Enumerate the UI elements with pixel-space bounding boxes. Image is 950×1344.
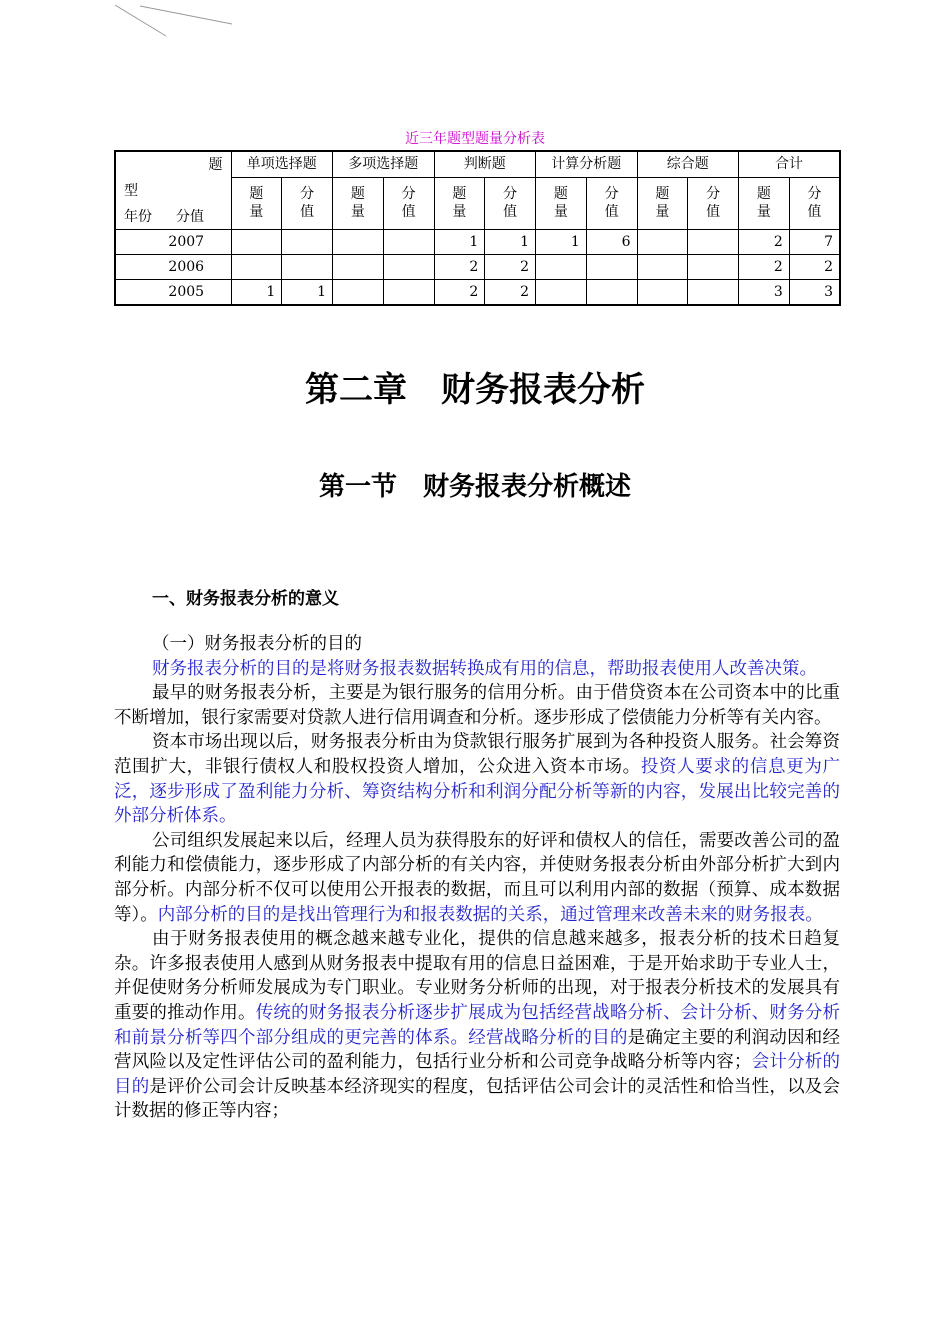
group-header: 单项选择题 <box>231 151 333 177</box>
subheader-score: 分 值 <box>688 177 739 229</box>
chapter-title: 第二章 财务报表分析 <box>305 370 645 410</box>
cell <box>333 229 384 254</box>
cell: 3 <box>739 279 790 305</box>
cell <box>282 229 333 254</box>
table-row <box>115 229 840 254</box>
subheader-count: 题 量 <box>637 177 688 229</box>
cell <box>333 254 384 279</box>
subsection-title: 一、财务报表分析的意义 <box>152 589 339 609</box>
row-year: 2006 <box>115 254 231 279</box>
group-header: 综合题 <box>637 151 739 177</box>
cell: 2 <box>485 279 536 305</box>
section-title: 第一节 财务报表分析概述 <box>318 472 631 502</box>
cell <box>688 229 739 254</box>
paragraph-4: 公司组织发展起来以后，经理人员为获得股东的好评和债权人的信任，需要改善公司的盈利能力和偿债能力，逐步形成了内部分析的有关内容，并使财务报表分析由外部分析扩大到内部分析。内部分析不仅可以使用公开报表的数据，而且可以利用内部的数据（预算、成本数据等）。内部分析的目的是找出管理行为和报表数据的关系，通过管理来改善未来的财务报表。 <box>114 830 840 925</box>
corner-label-mid: 型 <box>124 183 138 199</box>
cell <box>383 254 434 279</box>
cell: 6 <box>586 229 637 254</box>
row-year: 2007 <box>115 229 231 254</box>
body-text <box>114 632 840 1124</box>
table-row <box>115 279 840 305</box>
cell: 1 <box>485 229 536 254</box>
cell: 2 <box>434 254 485 279</box>
subheader-count: 题 量 <box>434 177 485 229</box>
cell <box>637 229 688 254</box>
cell <box>282 254 333 279</box>
cell <box>231 229 282 254</box>
cell: 3 <box>789 279 840 305</box>
paragraph-1: 财务报表分析的目的是将财务报表数据转换成有用的信息，帮助报表使用人改善决策。 <box>152 658 817 679</box>
corner-fold-mark <box>0 0 240 50</box>
row-year: 2005 <box>115 279 231 305</box>
cell <box>231 254 282 279</box>
cell <box>586 279 637 305</box>
cell: 2 <box>434 279 485 305</box>
cell: 1 <box>282 279 333 305</box>
subheader-count: 题 量 <box>333 177 384 229</box>
corner-label-score: 分值 <box>176 209 204 225</box>
cell: 2 <box>789 254 840 279</box>
cell <box>383 229 434 254</box>
group-header: 判断题 <box>434 151 536 177</box>
paragraph-5: 由于财务报表使用的概念越来越专业化，提供的信息越来越多，报表分析的技术日趋复杂。许多报表使用人感到从财务报表中提取有用的信息日益困难，于是开始求助于专业人士，并促使财务分析师发展成为专门职业。专业财务分析师的出现，对于报表分析技术的发展具有重要的推动作用。传统的财务报表分析逐步扩展成为包括经营战略分析、会计分析、财务分析和前景分析等四个部分组成的更完善的体系。经营战略分析的目的是确定主要的利润动因和经营风险以及定性评估公司的盈利能力，包括行业分析和公司竞争战略分析等内容；会计分析的目的是评价公司会计反映基本经济现实的程度，包括评估公司会计的灵活性和恰当性，以及会计数据的修正等内容； <box>114 929 841 1122</box>
group-header: 计算分析题 <box>536 151 638 177</box>
cell: 1 <box>231 279 282 305</box>
subheader-score: 分 值 <box>586 177 637 229</box>
corner-label-year: 年份 <box>124 209 152 225</box>
cell <box>688 279 739 305</box>
cell <box>688 254 739 279</box>
cell: 2 <box>485 254 536 279</box>
purpose-heading: （一）财务报表分析的目的 <box>152 634 362 654</box>
cell: 2 <box>739 254 790 279</box>
subheader-count: 题 量 <box>536 177 587 229</box>
paragraph-2: 最早的财务报表分析，主要是为银行服务的信用分析。由于借贷资本在公司资本中的比重不断增加，银行家需要对贷款人进行信用调查和分析。逐步形成了偿债能力分析等有关内容。 <box>114 683 840 728</box>
subheader-count: 题 量 <box>231 177 282 229</box>
subheader-count: 题 量 <box>739 177 790 229</box>
question-stats-table <box>114 150 841 306</box>
table-caption: 近三年题型题量分析表 <box>405 131 545 147</box>
cell <box>536 279 587 305</box>
table-header-row <box>115 151 840 177</box>
group-header: 多项选择题 <box>333 151 435 177</box>
group-header: 合计 <box>739 151 841 177</box>
table-corner-cell <box>115 151 231 229</box>
cell: 1 <box>536 229 587 254</box>
cell: 2 <box>739 229 790 254</box>
cell: 1 <box>434 229 485 254</box>
cell <box>383 279 434 305</box>
subheader-score: 分 值 <box>282 177 333 229</box>
subheader-score: 分 值 <box>789 177 840 229</box>
subheader-score: 分 值 <box>485 177 536 229</box>
paragraph-3: 资本市场出现以后，财务报表分析由为贷款银行服务扩展到为各种投资人服务。社会筹资范围扩大，非银行债权人和股权投资人增加，公众进入资本市场。投资人要求的信息更为广泛，逐步形成了盈利能力分析、筹资结构分析和利润分配分析等新的内容，发展出比较完善的外部分析体系。 <box>114 732 841 827</box>
subheader-score: 分 值 <box>383 177 434 229</box>
cell: 7 <box>789 229 840 254</box>
cell <box>586 254 637 279</box>
corner-label-top: 题 <box>208 157 223 173</box>
table-row <box>115 254 840 279</box>
cell <box>536 254 587 279</box>
cell <box>333 279 384 305</box>
cell <box>637 254 688 279</box>
cell <box>637 279 688 305</box>
